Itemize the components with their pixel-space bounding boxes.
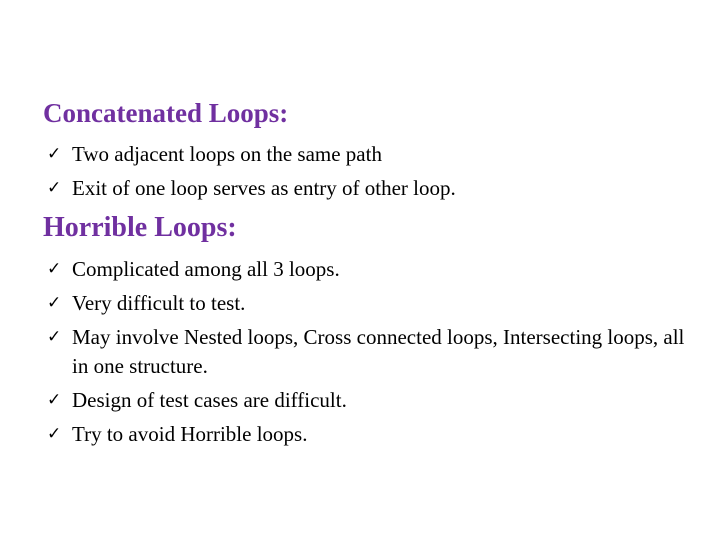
list-item: [47, 174, 697, 203]
list-item: [47, 140, 697, 169]
list-item: [47, 420, 697, 449]
check-mark-icon: ✓: [47, 390, 62, 410]
list-item-text: Two adjacent loops on the same path: [72, 142, 382, 166]
list-item-text: Design of test cases are difficult.: [72, 388, 347, 412]
section-heading-concatenated-loops: Concatenated Loops:: [43, 98, 289, 128]
check-mark-icon: ✓: [47, 144, 62, 164]
check-mark-icon: ✓: [47, 424, 62, 444]
concatenated-loops-list: [47, 140, 697, 208]
list-item: [47, 289, 697, 318]
list-item-text: Try to avoid Horrible loops.: [72, 422, 308, 446]
check-mark-icon: ✓: [47, 327, 62, 347]
check-mark-icon: ✓: [47, 293, 62, 313]
section-heading-horrible-loops: [43, 212, 237, 244]
check-mark-icon: ✓: [47, 178, 62, 198]
list-item: [47, 255, 697, 284]
list-item-text: Exit of one loop serves as entry of other loop.: [72, 176, 456, 200]
section-heading-text: Horrible Loops:: [43, 212, 237, 243]
check-mark-icon: ✓: [47, 259, 62, 279]
list-item: [47, 323, 697, 381]
list-item-text: May involve Nested loops, Cross connected loops, Intersecting loops, all in one structure.: [72, 325, 685, 378]
list-item-text: Very difficult to test.: [72, 291, 246, 315]
horrible-loops-list: [47, 255, 697, 454]
list-item-text: Complicated among all 3 loops.: [72, 257, 340, 281]
list-item: [47, 386, 697, 415]
